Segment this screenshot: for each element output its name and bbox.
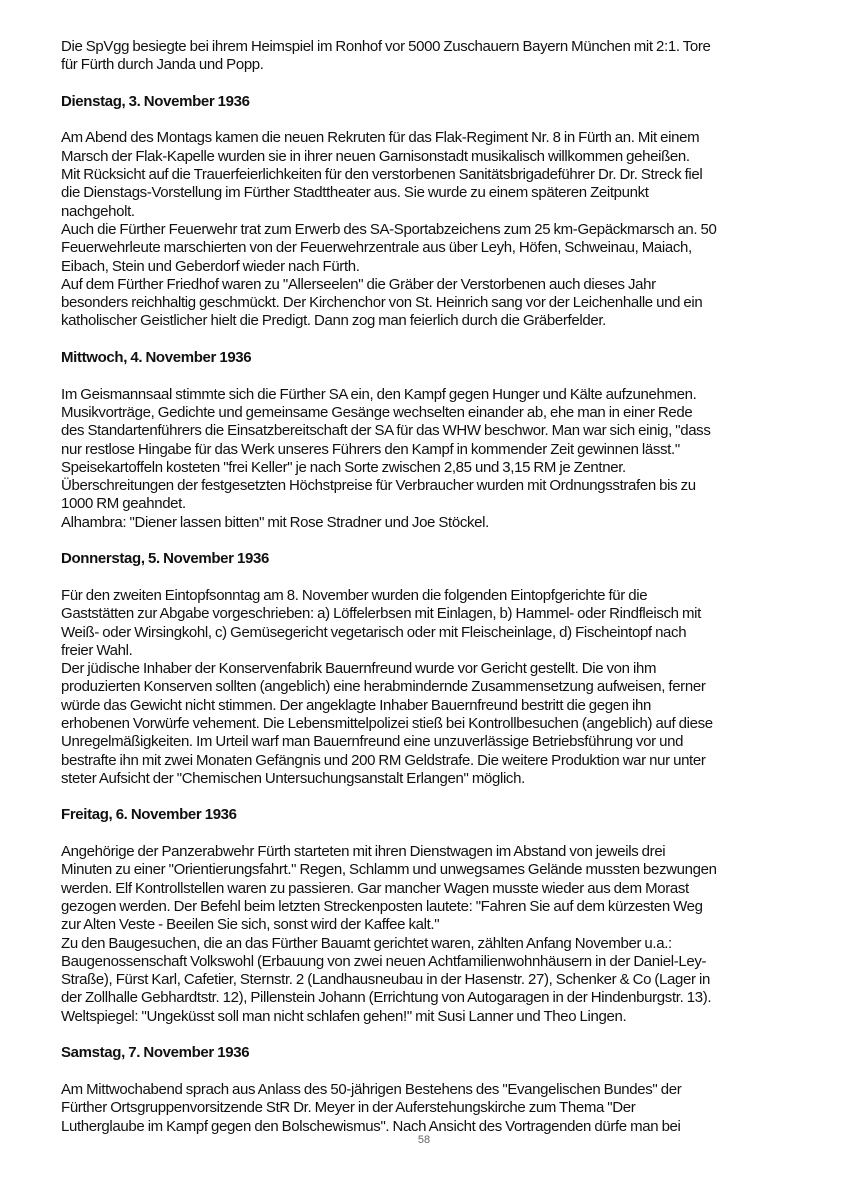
text-line: Straße), Fürst Karl, Cafetier, Sternstr. 2 (Landhausneubau in der Hasenstr. 27), Schenker & Co (Lager in (61, 971, 710, 989)
document-body (61, 38, 821, 1136)
text-line: gezogen werden. Der Befehl beim letzten Streckenposten lautete: "Fahren Sie auf dem kürzesten Weg (61, 897, 703, 915)
text-line: die Dienstags-Vorstellung im Fürther Stadttheater aus. Sie wurde zu einem späteren Zeitpunkt (61, 184, 649, 202)
text-line: Überschreitungen der festgesetzten Höchstpreise für Verbraucher wurden mit Ordnungsstrafen bis zu (61, 477, 696, 495)
text-line: bestrafte ihn mit zwei Monaten Gefängnis und 200 RM Geldstrafe. Die weitere Produktion war nur unter (61, 751, 706, 769)
text-line: Eibach, Stein und Geberdorf wieder nach Fürth. (61, 257, 360, 275)
day-section (61, 550, 821, 788)
text-line: Angehörige der Panzerabwehr Fürth starteten mit ihren Dienstwagen im Abstand von jeweils drei (61, 843, 666, 861)
day-section (61, 93, 821, 331)
intro-paragraph (61, 38, 821, 75)
text-line: produzierten Konserven sollten (angeblich) eine herabmindernde Zusammensetzung aufweisen, ferner (61, 678, 706, 696)
day-section (61, 349, 821, 532)
text-line: Die SpVgg besiegte bei ihrem Heimspiel im Ronhof vor 5000 Zuschauern Bayern München mit 2:1. Tore (61, 38, 711, 55)
text-line: Weiß- oder Wirsingkohl, c) Gemüsegericht vegetarisch oder mit Fleischeinlage, d) Fischeintopf nach (61, 623, 687, 641)
section-heading: Freitag, 6. November 1936 (61, 806, 237, 824)
section-paragraph (61, 587, 821, 788)
text-line: erhobenen Vorwürfe vehement. Die Lebensmittelpolizei stieß bei Kontrollbesuchen (angeblich) auf diese (61, 714, 713, 732)
text-line: Für den zweiten Eintopfsonntag am 8. November wurden die folgenden Eintopfgerichte für die (61, 586, 648, 604)
text-line: Im Geismannsaal stimmte sich die Fürther SA ein, den Kampf gegen Hunger und Kälte aufzunehmen. (61, 385, 697, 403)
text-line: werden. Elf Kontrollstellen waren zu passieren. Gar mancher Wagen musste wieder aus dem Morast (61, 879, 689, 897)
text-line: Unregelmäßigkeiten. Im Urteil warf man Bauernfreund eine unzuverlässige Betriebsführung vor und (61, 733, 684, 751)
text-line: Am Abend des Montags kamen die neuen Rekruten für das Flak-Regiment Nr. 8 in Fürth an. Mit einem (61, 129, 700, 147)
text-line: Musikvorträge, Gedichte und gemeinsame Gesänge wechselten einander ab, ehe man in einer Rede (61, 403, 693, 421)
day-section (61, 1044, 821, 1135)
text-line: katholischer Geistlicher hielt die Predigt. Dann zog man feierlich durch die Gräberfelder. (61, 312, 606, 330)
text-line: Alhambra: "Diener lassen bitten" mit Rose Stradner und Joe Stöckel. (61, 513, 489, 531)
text-line: steter Aufsicht der "Chemischen Untersuchungsanstalt Erlangen" möglich. (61, 769, 525, 787)
text-line: Auch die Fürther Feuerwehr trat zum Erwerb des SA-Sportabzeichens zum 25 km-Gepäckmarsch an. 50 (61, 220, 717, 238)
section-paragraph (61, 1081, 821, 1136)
section-paragraph (61, 129, 821, 330)
text-line: 1000 RM geahndet. (61, 495, 186, 513)
text-line: Am Mittwochabend sprach aus Anlass des 50-jährigen Bestehens des "Evangelischen Bundes" der (61, 1080, 682, 1098)
section-paragraph (61, 843, 821, 1026)
text-line: zur Alten Veste - Beeilen Sie sich, sonst wird der Kaffee kalt." (61, 916, 440, 934)
text-line: nur restlose Hingabe für das Werk unseres Führers den Kampf in kommender Zeit gewinnen lässt." (61, 440, 680, 458)
section-heading: Samstag, 7. November 1936 (61, 1044, 250, 1062)
section-paragraph (61, 386, 821, 532)
text-line: für Fürth durch Janda und Popp. (61, 56, 264, 74)
text-line: Feuerwehrleute marschierten von der Feuerwehrzentrale aus über Leyh, Höfen, Schweinau, Maiach, (61, 239, 692, 257)
text-line: Der jüdische Inhaber der Konservenfabrik Bauernfreund wurde vor Gericht gestellt. Die von ihm (61, 660, 657, 678)
text-line: Zu den Baugesuchen, die an das Fürther Bauamt gerichtet waren, zählten Anfang November u.a.: (61, 934, 672, 952)
text-line: Gaststätten zur Abgabe vorgeschrieben: a) Löffelerbsen mit Einlagen, b) Hammel- oder Rindfleisch mit (61, 605, 701, 623)
section-heading: Dienstag, 3. November 1936 (61, 92, 250, 110)
text-line: Lutherglaube im Kampf gegen den Bolschewismus". Nach Ansicht des Vortragenden dürfe man bei (61, 1117, 681, 1135)
text-line: besonders reichhaltig geschmückt. Der Kirchenchor von St. Heinrich sang vor der Leichenhalle und ein (61, 294, 703, 312)
text-line: des Standartenführers die Einsatzbereitschaft der SA für das WHW beschwor. Man war sich einig, "dass (61, 422, 711, 440)
text-line: Speisekartoffeln kosteten "frei Keller" je nach Sorte zwischen 2,85 und 3,15 RM je Zentner. (61, 458, 626, 476)
text-line: Fürther Ortsgruppenvorsitzende StR Dr. Meyer in der Auferstehungskirche zum Thema "Der (61, 1099, 636, 1117)
sections (61, 93, 821, 1136)
text-line: würde das Gewicht nicht stimmen. Der angeklagte Inhaber Bauernfreund bestritt die gegen ihn (61, 696, 652, 714)
text-line: Minuten zu einer "Orientierungsfahrt." Regen, Schlamm und unwegsames Gelände mussten bezwungen (61, 861, 717, 879)
page-number: 58 (417, 1134, 431, 1146)
text-line: Mit Rücksicht auf die Trauerfeierlichkeiten für den verstorbenen Sanitätsbrigadeführer Dr. Dr. Streck fiel (61, 166, 703, 184)
day-section (61, 806, 821, 1026)
text-line: Auf dem Fürther Friedhof waren zu "Allerseelen" die Gräber der Verstorbenen auch dieses Jahr (61, 275, 656, 293)
text-line: Weltspiegel: "Ungeküsst soll man nicht schlafen gehen!" mit Susi Lanner und Theo Lingen. (61, 1007, 627, 1025)
text-line: der Zollhalle Gebhardtstr. 12), Pillenstein Johann (Errichtung von Autogaragen in der Hindenburgstr. 13). (61, 989, 712, 1007)
text-line: nachgeholt. (61, 202, 135, 220)
text-line: Baugenossenschaft Volkswohl (Erbauung von zwei neuen Achtfamilienwohnhäusern in der Daniel-Ley- (61, 952, 707, 970)
text-line: freier Wahl. (61, 641, 133, 659)
text-line: Marsch der Flak-Kapelle wurden sie in ihrer neuen Garnisonstadt musikalisch willkommen geheißen. (61, 147, 690, 165)
section-heading: Mittwoch, 4. November 1936 (61, 349, 252, 367)
section-heading: Donnerstag, 5. November 1936 (61, 550, 269, 568)
